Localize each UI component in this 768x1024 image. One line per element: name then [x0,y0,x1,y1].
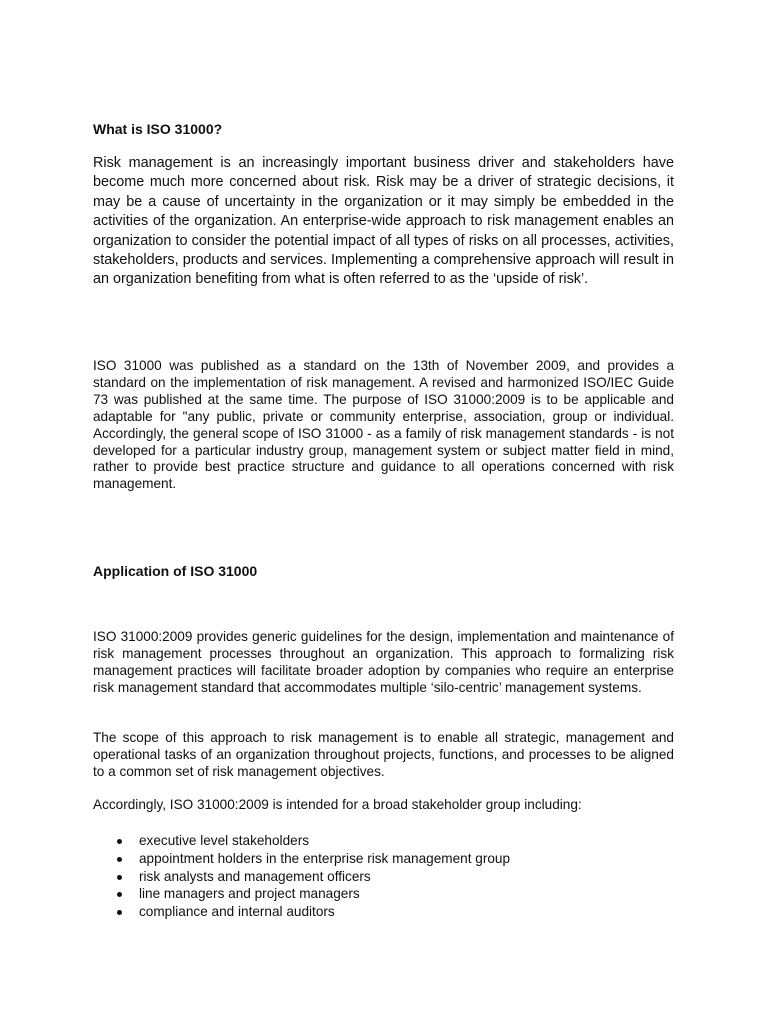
bullet-icon [117,910,122,915]
list-item [93,832,510,850]
list-item-text: appointment holders in the enterprise risk management group [139,850,511,866]
list-item-text: compliance and internal auditors [139,904,335,920]
bullet-icon [117,857,122,862]
stakeholder-bullet-list [93,832,510,921]
paragraph-stakeholder-group: Accordingly, ISO 31000:2009 is intended for a broad stakeholder group including: [93,797,582,812]
heading-what-is-iso: What is ISO 31000? [93,121,223,137]
bullet-icon [117,875,122,880]
paragraph-scope: The scope of this approach to risk management is to enable all strategic, management and operational tasks of an organization throughout projects, functions, and processes to be aligned to a common set of risk management objectives. [93,730,674,779]
list-item-text: executive level stakeholders [139,833,310,848]
list-item-text: risk analysts and management officers [139,868,371,884]
paragraph-risk-management-intro: Risk management is an increasingly important business driver and stakeholders have become much more concerned about risk. Risk may be a driver of strategic decisions, it may be a cause of uncertainty in the organization or it may simply be embedded in the activities of the organization. An enterprise-wide approach to risk management enables an organization to consider the potential impact of all types of risks on all processes, activities, stakeholders, products and services. Implementing a comprehensive approach will result in an organization benefiting from what is often referred to as the ‘upside of risk’. [93,155,674,288]
list-item [93,868,510,886]
list-item [93,850,510,868]
paragraph-iso-publication: ISO 31000 was published as a standard on the 13th of November 2009, and provides a standard on the implementation of risk management. A revised and harmonized ISO/IEC Guide 73 was published at the same time. The purpose of ISO 31000:2009 is to be applicable and adaptable for "any public, private or community enterprise, association, group or individual. Accordingly, the general scope of ISO 31000 - as a family of risk management standards - is not developed for a particular industry group, management system or subject matter field in mind, rather to provide best practice structure and guidance to all operations concerned with risk management. [93,358,674,492]
bullet-icon [117,892,122,897]
list-item-text: line managers and project managers [139,886,360,902]
paragraph-generic-guidelines: ISO 31000:2009 provides generic guidelines for the design, implementation and maintenance of risk management processes throughout an organization. This approach to formalizing risk management practices will facilitate broader adoption by companies who require an enterprise risk management standard that accommodates multiple ‘silo-centric’ management systems. [93,629,674,695]
list-item [93,885,510,903]
list-item [93,903,510,921]
heading-application: Application of ISO 31000 [93,563,258,579]
bullet-icon [117,839,122,844]
